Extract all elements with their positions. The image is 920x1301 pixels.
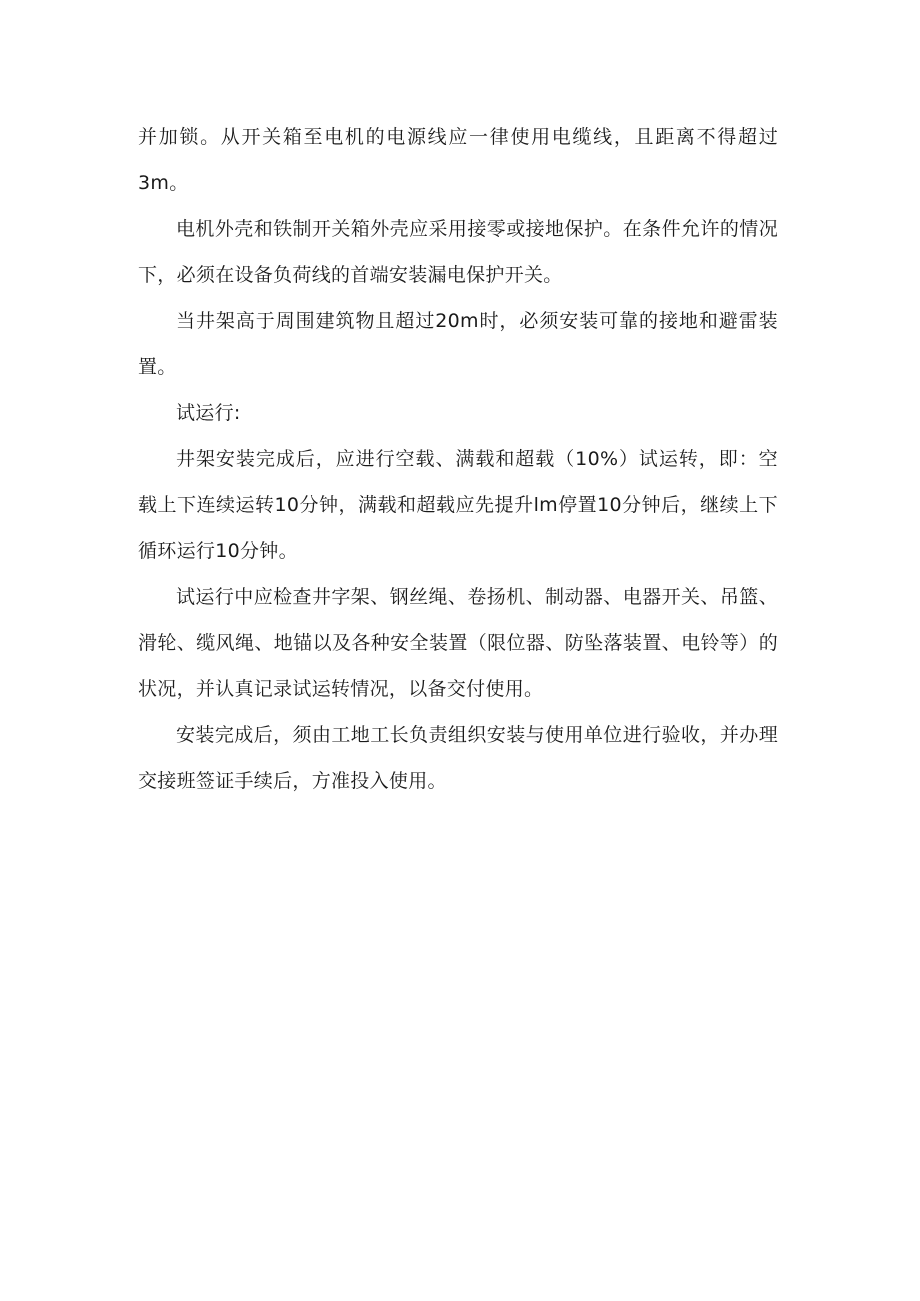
- paragraph-lightning-protection: 当井架高于周围建筑物且超过20m时，必须安装可靠的接地和避雷装置。: [138, 310, 778, 378]
- paragraph-trial-run-procedure: 井架安装完成后，应进行空载、满载和超载（10%）试运转，即：空载上下连续运转10分钟，满载和超载应先提升lm停置10分钟后，继续上下循环运行10分钟。: [138, 448, 778, 562]
- paragraph-trial-run-inspection: 试运行中应检查井字架、钢丝绳、卷扬机、制动器、电器开关、吊篮、滑轮、缆风绳、地锚以及各种安全装置（限位器、防坠落装置、电铃等）的状况，并认真记录试运转情况，以备交付使用。: [138, 586, 778, 700]
- paragraph-acceptance: 安装完成后，须由工地工长负责组织安装与使用单位进行验收，并办理交接班签证手续后，方准投入使用。: [138, 724, 778, 792]
- paragraph-grounding-protection: 电机外壳和铁制开关箱外壳应采用接零或接地保护。在条件允许的情况下，必须在设备负荷线的首端安装漏电保护开关。: [138, 218, 778, 286]
- paragraph-continuation: 并加锁。从开关箱至电机的电源线应一律使用电缆线，且距离不得超过3m。: [138, 126, 778, 194]
- section-heading-trial-run: 试运行:: [176, 402, 241, 424]
- document-body: [138, 114, 778, 804]
